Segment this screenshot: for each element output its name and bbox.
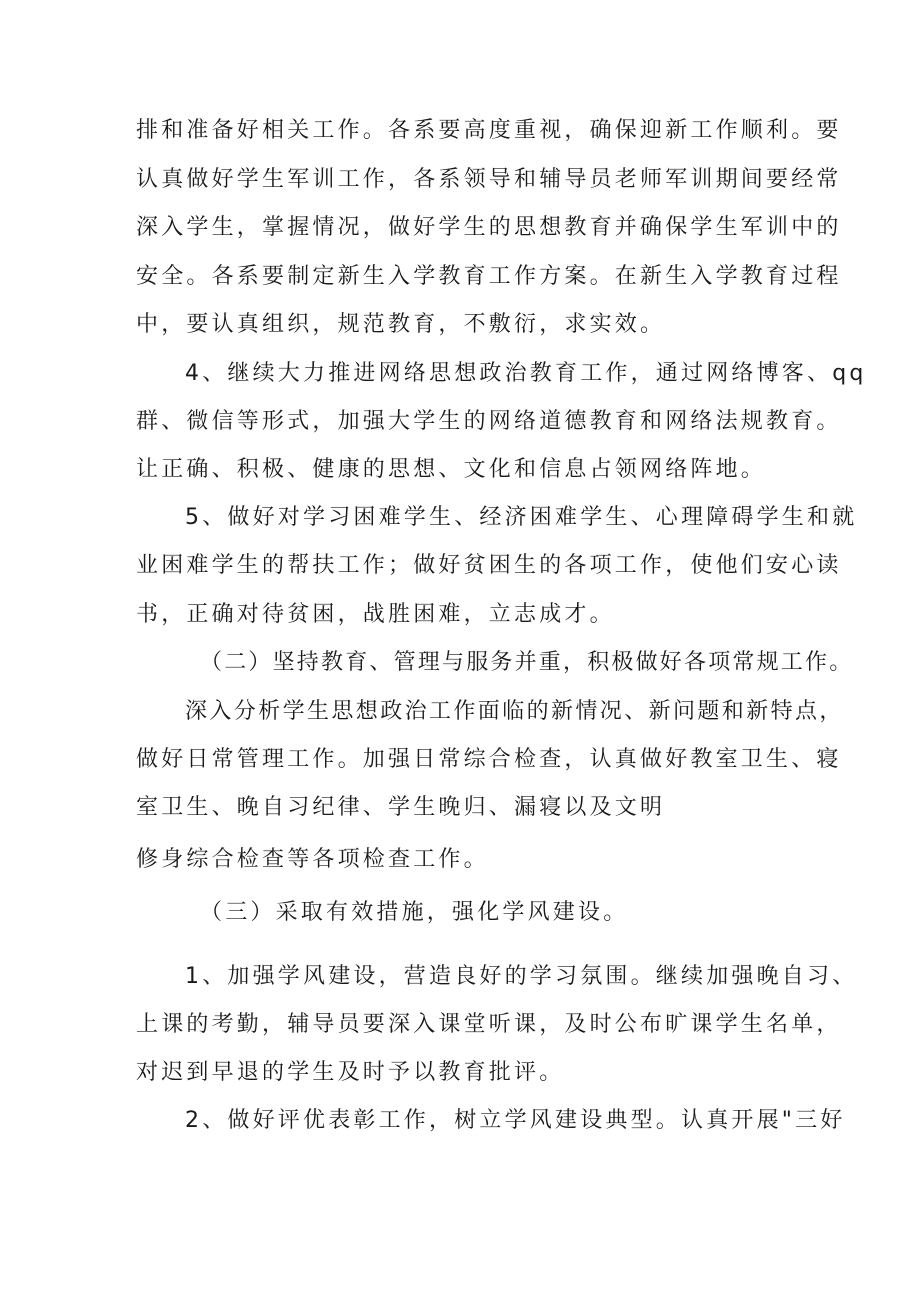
section-heading: （二）坚持教育、管理与服务并重，积极做好各项常规工作。 xyxy=(200,650,854,675)
text-line: 做好日常管理工作。加强日常综合检查，认真做好教室卫生、寝 xyxy=(136,747,842,772)
text-line: 修身综合检查等各项检查工作。 xyxy=(136,847,489,872)
text-line: 深入学生，掌握情况，做好学生的思想教育并确保学生军训中的 xyxy=(136,215,842,240)
text-line: 让正确、积极、健康的思想、文化和信息占领网络阵地。 xyxy=(136,457,767,482)
text-line: 群、微信等形式，加强大学生的网络道德教育和网络法规教育。 xyxy=(136,409,842,434)
text-line: 1、加强学风建设，营造良好的学习氛围。继续加强晚自习、 xyxy=(185,964,858,989)
text-line: 5、做好对学习困难学生、经济困难学生、心理障碍学生和就 xyxy=(185,505,858,530)
text-line: 上课的考勤，辅导员要深入课堂听课，及时公布旷课学生名单， xyxy=(136,1012,842,1037)
text-line: 认真做好学生军训工作，各系领导和辅导员老师军训期间要经常 xyxy=(136,167,842,192)
text-line: 书，正确对待贫困，战胜困难，立志成才。 xyxy=(136,602,615,627)
text-line: 中，要认真组织，规范教育，不敷衍，求实效。 xyxy=(136,312,666,337)
text-line: 安全。各系要制定新生入学教育工作方案。在新生入学教育过程 xyxy=(136,264,842,289)
section-heading: （三）采取有效措施，强化学风建设。 xyxy=(200,900,629,925)
text-line: 业困难学生的帮扶工作；做好贫困生的各项工作，使他们安心读 xyxy=(136,553,842,578)
text-line: 深入分析学生思想政治工作面临的新情况、新问题和新特点， xyxy=(185,699,844,724)
text-line: 排和准备好相关工作。各系要高度重视，确保迎新工作顺利。要 xyxy=(136,118,842,143)
text-line: 室卫生、晚自习纪律、学生晚归、漏寝以及文明 xyxy=(136,795,666,820)
text-line: 对迟到早退的学生及时予以教育批评。 xyxy=(136,1060,565,1085)
text-line: 4、继续大力推进网络思想政治教育工作，通过网络博客、qq xyxy=(185,361,867,386)
text-line: 2、做好评优表彰工作，树立学风建设典型。认真开展"三好 xyxy=(185,1108,846,1133)
